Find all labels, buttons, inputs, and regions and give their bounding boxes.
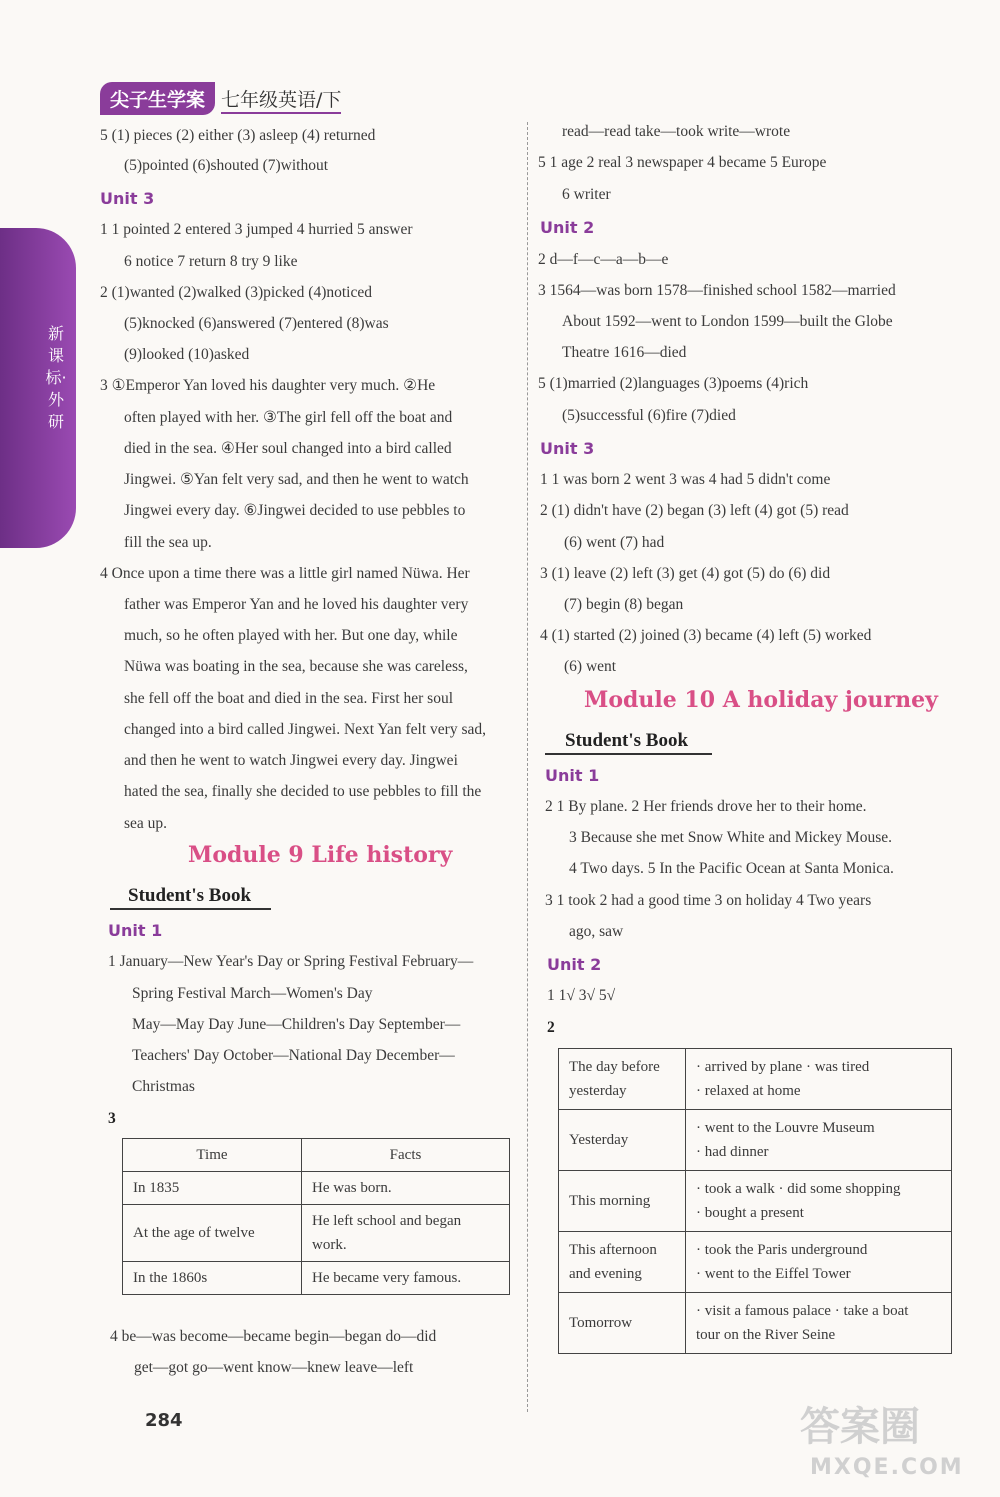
table-header-facts: Facts	[302, 1139, 510, 1172]
unit-heading: Unit 1	[545, 766, 600, 785]
text-line: often played with her. ③The girl fell off the boat and	[124, 409, 453, 426]
watermark-logo: 答案圈	[800, 1404, 920, 1450]
text-line: 1 January—New Year's Day or Spring Festival February—	[108, 953, 474, 970]
text-line: Jingwei every day. ⑥Jingwei decided to use pebbles to	[124, 502, 466, 519]
text-line: 2 d—f—c—a—b—e	[538, 251, 669, 268]
table-cell: This morning	[559, 1171, 686, 1232]
text-line: Theatre 1616—died	[562, 344, 687, 361]
facts-table	[122, 1138, 510, 1295]
text-line: get—got go—went know—knew leave—left	[134, 1359, 414, 1376]
text-line: sea up.	[124, 815, 168, 832]
text-line: and then he went to watch Jingwei every day. Jingwei	[124, 752, 458, 769]
text-line: 2 (1) didn't have (2) began (3) left (4) got (5) read	[540, 502, 849, 519]
text-line: 4 be—was become—became begin—began do—did	[110, 1328, 437, 1345]
text-line: fill the sea up.	[124, 534, 212, 551]
text-line: 3 (1) leave (2) left (3) get (4) got (5) do (6) did	[540, 565, 831, 582]
unit-heading: Unit 1	[108, 921, 163, 940]
table-cell: This afternoon and evening	[559, 1232, 686, 1293]
text-line: 4 (1) started (2) joined (3) became (4) left (5) worked	[540, 627, 872, 644]
text-line: read—read take—took write—wrote	[562, 123, 791, 140]
text-line: Nüwa was boating in the sea, because she was careless,	[124, 658, 468, 675]
text-line: 3 1564—was born 1578—finished school 1582—married	[538, 282, 896, 299]
text-line: 1 1√ 3√ 5√	[547, 987, 616, 1004]
cell-line: · arrived by plane · was tired	[696, 1059, 870, 1075]
table-cell: In 1835	[123, 1172, 302, 1205]
side-tab-label: 新课标·外研	[45, 324, 67, 431]
cell-line: · took a walk · did some shopping	[696, 1181, 901, 1197]
text-line: 1 1 pointed 2 entered 3 jumped 4 hurried 5 answer	[100, 221, 413, 238]
text-line: Teachers' Day October—National Day December—	[132, 1047, 455, 1064]
table-cell	[686, 1110, 952, 1171]
unit-heading: Unit 2	[547, 955, 602, 974]
page-number: 284	[145, 1410, 183, 1431]
unit-heading: Unit 3	[540, 439, 595, 458]
text-line: Spring Festival March—Women's Day	[132, 985, 373, 1002]
section-heading: Student's Book	[545, 731, 712, 755]
table-cell: Tomorrow	[559, 1293, 686, 1354]
text-line: (6) went (7) had	[564, 534, 665, 551]
text-line: (9)looked (10)asked	[124, 346, 250, 363]
cell-line: · relaxed at home	[696, 1083, 801, 1099]
text-line: 4 Two days. 5 In the Pacific Ocean at Santa Monica.	[569, 860, 894, 877]
table-cell: He left school and began work.	[302, 1205, 510, 1262]
text-line: (6) went	[564, 658, 617, 675]
section-heading: Student's Book	[110, 886, 271, 910]
table-cell: The day before yesterday	[559, 1049, 686, 1110]
text-line: 1 1 was born 2 went 3 was 4 had 5 didn't come	[540, 471, 831, 488]
text-line: 5 (1)married (2)languages (3)poems (4)rich	[538, 375, 809, 392]
unit-heading: Unit 3	[100, 189, 155, 208]
text-line: Jingwei. ⑤Yan felt very sad, and then he went to watch	[124, 471, 469, 488]
text-line: About 1592—went to London 1599—built the Globe	[562, 313, 893, 330]
table-cell: He became very famous.	[302, 1262, 510, 1295]
text-line: (5)pointed (6)shouted (7)without	[124, 157, 329, 174]
text-line: (7) begin (8) began	[564, 596, 684, 613]
table-cell: He was born.	[302, 1172, 510, 1205]
text-line: 6 writer	[562, 186, 611, 203]
table-cell	[686, 1293, 952, 1354]
text-line: she fell off the boat and died in the sea. First her soul	[124, 690, 454, 707]
table-header-time: Time	[123, 1139, 302, 1172]
watermark-url: MXQE.COM	[810, 1455, 964, 1480]
text-line: died in the sea. ④Her soul changed into a bird called	[124, 440, 452, 457]
brand-subtitle: 七年级英语/下	[221, 85, 341, 114]
table-cell	[686, 1171, 952, 1232]
question-number: 2	[547, 1019, 555, 1036]
unit-heading: Unit 2	[540, 218, 595, 237]
text-line: 3 1 took 2 had a good time 3 on holiday 4 Two years	[545, 892, 872, 909]
text-line: 2 (1)wanted (2)walked (3)picked (4)noticed	[100, 284, 372, 301]
table-cell: In the 1860s	[123, 1262, 302, 1295]
holiday-table	[558, 1048, 952, 1354]
cell-line: · went to the Louvre Museum	[696, 1120, 875, 1136]
text-line: father was Emperor Yan and he loved his daughter very	[124, 596, 469, 613]
question-number: 3	[108, 1110, 116, 1127]
text-line: ago, saw	[569, 923, 624, 940]
text-line: changed into a bird called Jingwei. Next Yan felt very sad,	[124, 721, 487, 738]
cell-line: · had dinner	[696, 1144, 769, 1160]
table-cell: Yesterday	[559, 1110, 686, 1171]
text-line: (5)successful (6)fire (7)died	[562, 407, 736, 424]
text-line: Christmas	[132, 1078, 195, 1095]
cell-line: tour on the River Seine	[696, 1327, 836, 1343]
text-line: 2 1 By plane. 2 Her friends drove her to their home.	[545, 798, 867, 815]
side-tab	[0, 228, 76, 548]
cell-line: · visit a famous palace · take a boat	[696, 1303, 909, 1319]
header-brand	[100, 82, 341, 112]
text-line: 3 Because she met Snow White and Mickey Mouse.	[569, 829, 892, 846]
text-line: 6 notice 7 return 8 try 9 like	[124, 253, 298, 270]
table-cell	[686, 1049, 952, 1110]
table-cell	[686, 1232, 952, 1293]
text-line: 4 Once upon a time there was a little girl named Nüwa. Her	[100, 565, 470, 582]
table-cell: At the age of twelve	[123, 1205, 302, 1262]
module-heading: Module 9 Life history	[188, 842, 453, 868]
brand-title: 尖子生学案	[100, 82, 215, 115]
cell-line: · took the Paris underground	[696, 1242, 868, 1258]
column-divider	[527, 122, 528, 1412]
cell-line: · bought a present	[696, 1205, 804, 1221]
text-line: hated the sea, finally she decided to use pebbles to fill the	[124, 783, 482, 800]
text-line: (5)knocked (6)answered (7)entered (8)was	[124, 315, 389, 332]
cell-line: · went to the Eiffel Tower	[696, 1266, 851, 1282]
module-heading: Module 10 A holiday journey	[584, 687, 938, 713]
text-line: May—May Day June—Children's Day September—	[132, 1016, 461, 1033]
text-line: 3 ①Emperor Yan loved his daughter very much. ②He	[100, 377, 436, 394]
text-line: much, so he often played with her. But one day, while	[124, 627, 458, 644]
text-line: 5 (1) pieces (2) either (3) asleep (4) returned	[100, 127, 376, 144]
text-line: 5 1 age 2 real 3 newspaper 4 became 5 Europe	[538, 154, 827, 171]
